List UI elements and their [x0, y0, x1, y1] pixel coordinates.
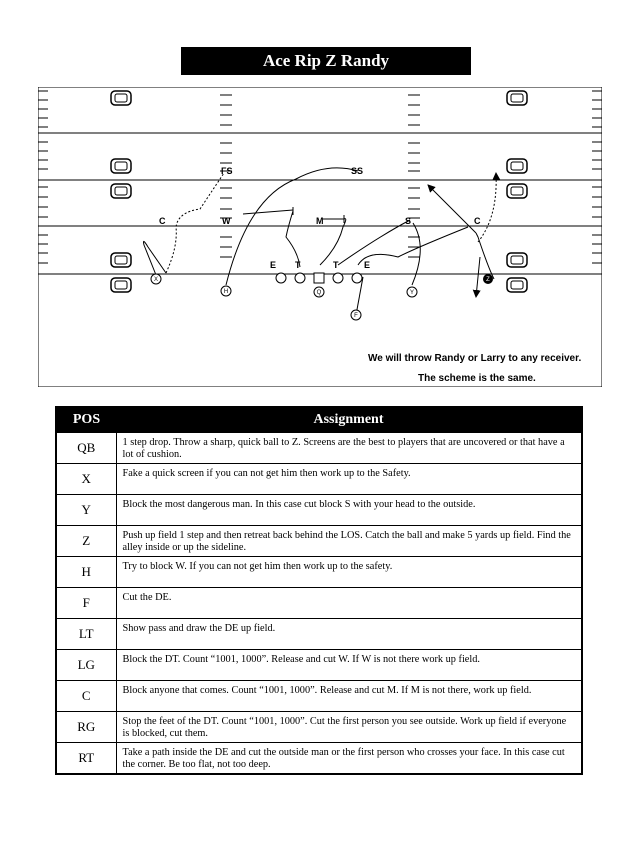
assignment-cell: Try to block W. If you can not get him then work up to the safety.	[116, 557, 582, 588]
defender-t-right: T	[333, 260, 339, 270]
pos-cell: X	[56, 464, 116, 495]
pos-cell: RG	[56, 712, 116, 743]
player-q: Q	[316, 290, 322, 296]
note-scheme: The scheme is the same.	[418, 373, 536, 384]
assignment-cell: 1 step drop. Throw a sharp, quick ball to Z. Screens are the best to players that are uncovered or that have a lot of cushion.	[116, 433, 582, 464]
yard-number-markers	[111, 91, 527, 292]
assignment-cell: Block anyone that comes. Count “1001, 1000”. Release and cut M. If M is not there, work up field.	[116, 681, 582, 712]
header-assignment: Assignment	[116, 407, 582, 433]
assignment-cell: Stop the feet of the DT. Count “1001, 1000”. Cut the first person you see outside. Work up field if everyone is blocked, cut them.	[116, 712, 582, 743]
rt-route	[358, 227, 468, 265]
assignment-cell: Block the most dangerous man. In this case cut block S with your head to the outside.	[116, 495, 582, 526]
defender-w: W	[222, 216, 231, 226]
pos-cell: Z	[56, 526, 116, 557]
pos-cell: Y	[56, 495, 116, 526]
pos-cell: RT	[56, 743, 116, 775]
x-screen-route	[166, 173, 224, 273]
assignment-cell: Take a path inside the DE and cut the outside man or the first person who crosses your face. In this case cut the corner. Be too flat, not too deep.	[116, 743, 582, 775]
z-dashed-route	[478, 173, 496, 242]
pos-cell: F	[56, 588, 116, 619]
offensive-line	[151, 273, 417, 320]
player-z: Z	[486, 277, 490, 283]
note-throw: We will throw Randy or Larry to any receiver.	[368, 353, 582, 364]
assignment-table	[55, 406, 583, 775]
pos-cell: LG	[56, 650, 116, 681]
defense-labels	[159, 166, 481, 270]
x-route	[144, 241, 167, 275]
lg-circle	[295, 273, 305, 283]
defender-c-right: C	[474, 216, 481, 226]
table-row	[56, 681, 582, 712]
y-route	[412, 223, 420, 285]
play-title: Ace Rip Z Randy	[181, 47, 471, 75]
hash-ticks	[38, 91, 602, 263]
pos-cell: QB	[56, 433, 116, 464]
header-pos: POS	[56, 407, 116, 433]
table-row	[56, 433, 582, 464]
defender-s: S	[405, 216, 412, 226]
pos-cell: LT	[56, 619, 116, 650]
center-square	[314, 273, 324, 283]
table-row	[56, 526, 582, 557]
table-row	[56, 650, 582, 681]
defender-fs: FS	[221, 166, 233, 176]
play-diagram	[38, 87, 602, 392]
pos-cell: H	[56, 557, 116, 588]
defender-e-left: E	[270, 260, 277, 270]
table-row	[56, 712, 582, 743]
player-h: H	[223, 289, 229, 295]
field-border	[38, 87, 602, 387]
table-row	[56, 619, 582, 650]
assignment-cell: Push up field 1 step and then retreat back behind the LOS. Catch the ball and make 5 yards up field. Find the alley inside or up the sideline.	[116, 526, 582, 557]
rg-route	[338, 220, 410, 265]
assignment-cell: Cut the DE.	[116, 588, 582, 619]
player-x: X	[153, 277, 159, 283]
assignment-cell: Block the DT. Count “1001, 1000”. Release and cut W. If W is not there work up field.	[116, 650, 582, 681]
w-block-line	[243, 210, 293, 214]
table-row	[56, 743, 582, 775]
lg-route	[286, 211, 300, 267]
rt-circle	[352, 273, 362, 283]
defender-e-right: E	[364, 260, 371, 270]
defender-c-left: C	[159, 216, 166, 226]
defender-t-left: T	[295, 260, 301, 270]
pos-cell: C	[56, 681, 116, 712]
assignment-cell: Fake a quick screen if you can not get him then work up to the Safety.	[116, 464, 582, 495]
table-row	[56, 588, 582, 619]
table-row	[56, 557, 582, 588]
rg-circle	[333, 273, 343, 283]
lt-circle	[276, 273, 286, 283]
z-retreat-route	[476, 257, 480, 297]
table-row	[56, 464, 582, 495]
defender-ss: SS	[351, 166, 364, 176]
table-row	[56, 495, 582, 526]
table-header-row	[56, 407, 582, 433]
defender-m: M	[316, 216, 324, 226]
assignment-cell: Show pass and draw the DE up field.	[116, 619, 582, 650]
player-y: Y	[409, 290, 415, 296]
player-f: F	[354, 313, 358, 319]
